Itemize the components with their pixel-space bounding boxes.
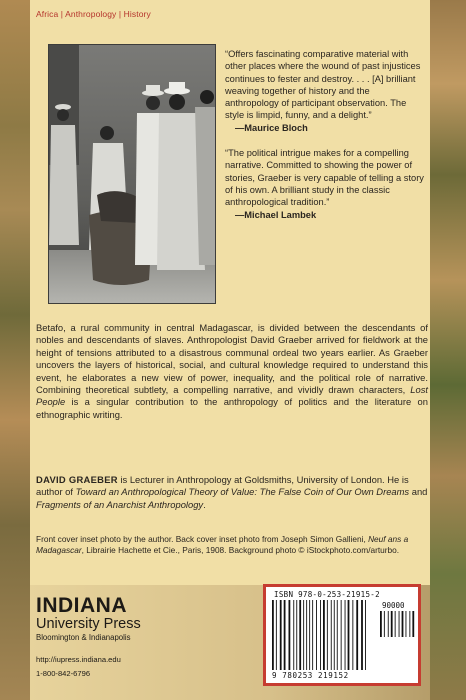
bio-text: . [203, 498, 206, 510]
barcode-bar [312, 600, 313, 670]
barcode-bar [388, 611, 389, 637]
background-photo-left [0, 0, 30, 700]
category-line [36, 9, 151, 19]
barcode-bar [412, 611, 414, 637]
barcode-bar [296, 600, 297, 670]
barcode-box [263, 584, 421, 686]
barcode-bar [391, 611, 393, 637]
publisher-phone: 1-800-842-6796 [36, 669, 91, 678]
barcode-bar [337, 600, 338, 670]
barcode-bars [272, 600, 372, 670]
isbn-text: ISBN 978-0-253-21915-2 [274, 590, 380, 599]
barcode-bar [272, 600, 274, 670]
barcode-bar [331, 600, 332, 670]
author-bio [36, 474, 428, 511]
publisher-name: INDIANA [36, 594, 127, 617]
bio-book-1: Toward an Anthropological Theory of Value: The False Coin of Our Own Dreams [75, 486, 410, 498]
category-anthropology: Anthropology [65, 9, 117, 19]
barcode-bar [406, 611, 407, 637]
barcode-bar [384, 611, 385, 637]
historic-photo-illustration [49, 45, 215, 303]
book-description [36, 322, 428, 421]
barcode-bar [316, 600, 317, 670]
quote-author: —Maurice Bloch [235, 122, 308, 133]
barcode-bar [276, 600, 277, 670]
quote-bloch [225, 48, 425, 134]
barcode-bar [399, 611, 400, 637]
barcode-bar [303, 600, 304, 670]
barcode-bar [348, 600, 350, 670]
bio-text: and [409, 486, 428, 498]
barcode-bar [402, 611, 404, 637]
barcode-bar [293, 600, 294, 670]
barcode-bar [289, 600, 291, 670]
description-text: Betafo, a rural community in central Madagascar, is divided between the descendants of nobles and descendants of slaves. Anthropologist David Graeber arrived for fieldwork at the height of tensions attributed to a disastrous communal ordeal two years earlier. As Graeber uncovers the layers of historical, social, and cultural knowledge required to understand this event, he elaborates a new view of power, inequality, and the political role of narrative. Combining theoretical subtlety, a compelling narrative, and vividly drawn characters, [36, 322, 428, 396]
background-photo-right [430, 0, 466, 700]
quote-text: “The political intrigue makes for a compelling narrative. Committed to showing the power of stories, Graeber is very capable of telling a story of his own. A brilliant study in the classic anthropological tradition.” [225, 148, 424, 208]
quote-author: —Michael Lambek [235, 209, 317, 220]
category-separator: | [60, 9, 66, 19]
ean-text: 9 780253 219152 [272, 671, 349, 680]
barcode-bar [309, 600, 310, 670]
barcode-bar [306, 600, 307, 670]
category-africa: Africa [36, 9, 59, 19]
credits-text-end: , Librairie Hachette et Cie., Paris, 1908. Background photo © iStockphoto.com/arturbo. [81, 545, 400, 556]
barcode-bar [361, 600, 363, 670]
inset-photo [48, 44, 216, 304]
book-title: Lost People [36, 384, 428, 408]
category-separator: | [118, 9, 124, 19]
barcode-bar [299, 600, 301, 670]
barcode-bar [320, 600, 321, 670]
barcode-bar [284, 600, 286, 670]
barcode-bar [345, 600, 346, 670]
publisher-cities: Bloomington & Indianapolis [36, 633, 131, 642]
description-text-end: is a singular contribution to the anthropology of politics and the literature on ethnographic writing. [36, 396, 428, 420]
quote-lambek [225, 147, 425, 221]
author-name: DAVID GRAEBER [36, 474, 118, 485]
credits-book: Neuf ans a Madagascar [36, 534, 409, 556]
publisher-subname: University Press [36, 616, 141, 632]
credits-text: Front cover inset photo by the author. Back cover inset photo from Joseph Simon Gallieni, [36, 534, 369, 544]
barcode-bar [334, 600, 335, 670]
barcode-bar [327, 600, 328, 670]
barcode-bar [341, 600, 342, 670]
barcode-bar [409, 611, 410, 637]
barcode-bar [395, 611, 396, 637]
bio-book-2: Fragments of an Anarchist Anthropology [36, 498, 204, 510]
barcode-bar [280, 600, 282, 670]
bio-text: is Lecturer in Anthropology at Goldsmiths, University of London. He is author of [36, 474, 409, 498]
barcode-bar [380, 611, 382, 637]
quote-text: “Offers fascinating comparative material with other places where the wound of past injustices continues to fester and destroy. . . . [A] brilliant weaving together of history and the anthropology of participant observation. The style is limpid, funny, and a delight.” [225, 49, 421, 121]
category-history: History [123, 9, 151, 19]
barcode-bar [323, 600, 325, 670]
photo-credits [36, 534, 428, 556]
barcode-bar [356, 600, 358, 670]
barcode-bar [365, 600, 366, 670]
price-barcode-bars [380, 611, 420, 637]
publisher-url[interactable]: http://iupress.indiana.edu [36, 655, 121, 664]
price-code: 90000 [382, 601, 405, 610]
quotes-column [225, 48, 425, 221]
barcode-bar [352, 600, 353, 670]
